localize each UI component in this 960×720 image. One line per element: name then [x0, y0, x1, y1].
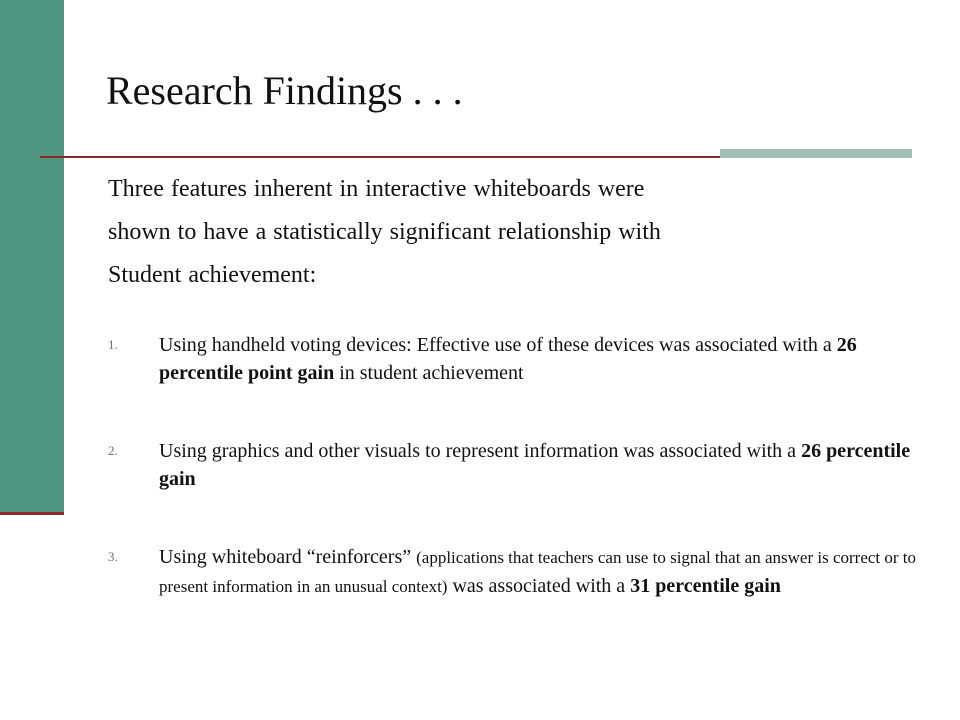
finding-text: [159, 437, 928, 493]
left-accent-bar: [0, 0, 64, 512]
finding-text: [159, 331, 928, 387]
title-divider-accent: [720, 149, 912, 158]
finding-item-1: [108, 331, 928, 387]
finding-text-part: Using graphics and other visuals to represent information was associated with a: [159, 440, 802, 462]
finding-text: [159, 543, 928, 601]
finding-highlight: 26 percentile gain: [159, 440, 911, 490]
finding-text-part: in student achievement: [334, 362, 524, 384]
finding-number: 1.: [108, 337, 118, 352]
finding-highlight: 31 percentile gain: [630, 575, 781, 597]
finding-parenthetical: (applications that teachers can use to signal that an answer is correct or to present information in an unusual context): [159, 548, 917, 596]
finding-text-part: was associated with a: [447, 575, 631, 597]
slide-title: Research Findings . . .: [106, 68, 463, 113]
finding-number: 3.: [108, 549, 118, 564]
left-accent-bar-edge: [0, 512, 64, 515]
finding-item-3: [108, 543, 928, 601]
finding-highlight: 26 percentile point gain: [159, 334, 857, 384]
finding-text-part: Using whiteboard “reinforcers”: [159, 546, 417, 568]
intro-line: shown to have a statistically significant relationship with: [108, 219, 661, 245]
finding-number: 2.: [108, 443, 118, 458]
intro-line: Student achievement:: [108, 262, 317, 288]
intro-line: Three features inherent in interactive whiteboards were: [108, 176, 645, 202]
intro-paragraph: [108, 168, 928, 297]
finding-item-2: [108, 437, 928, 493]
finding-text-part: Using handheld voting devices: Effective use of these devices was associated with a: [159, 334, 837, 356]
